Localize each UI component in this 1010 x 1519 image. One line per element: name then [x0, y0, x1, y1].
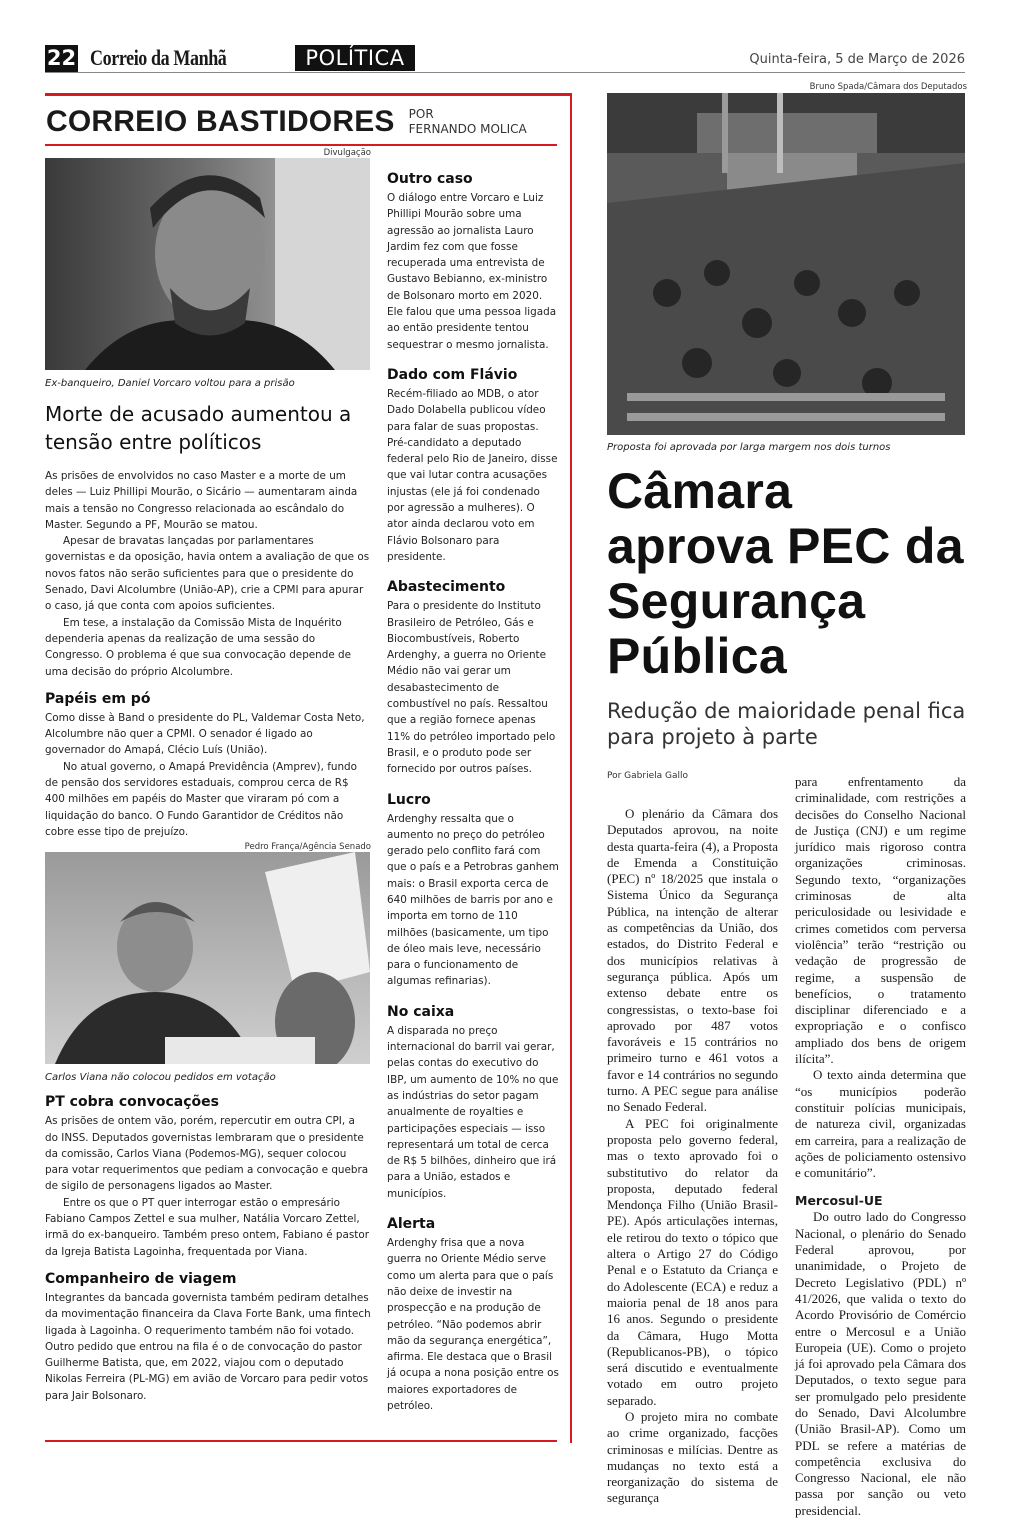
article-subhead: Mercosul-UE	[795, 1193, 883, 1209]
column-headline: Morte de acusado aumentou a tensão entre políticos	[45, 402, 352, 454]
column-header	[46, 100, 557, 144]
note-title: Alerta	[387, 1216, 436, 1233]
photo-credit: Bruno Spada/Câmara dos Deputados	[809, 82, 967, 92]
paragraph: O texto ainda determina que “os municípios poderão constituir polícias municipais, de natureza civil, organizadas em carreira, para a realização de ações de policiamento ostensivo e comunitário”.	[795, 1067, 966, 1181]
paragraph: No atual governo, o Amapá Previdência (Amprev), fundo de pensão dos servidores estaduais, comprou cerca de R$ 400 milhões em papéis do Master que viraram pó com a liquidação do banco. O Fundo Garantidor de Créditos não cobre esse tipo de prejuízo.	[45, 760, 357, 838]
edition-date: Quinta-feira, 5 de Março de 2026	[749, 52, 965, 67]
note-text: Ardenghy ressalta que o aumento no preço do petróleo gerado pelo conflito fará com que o país e a Petrobras ganhem mais: o Brasil exporta cerca de 640 milhões de barris por ano e importa em torno de 110 milhões (basicamente, um tipo de óleo mais leve, necessário para o funcionamento de algumas refinarias).	[387, 812, 559, 988]
paragraph: A PEC foi originalmente proposta pelo governo federal, mas o texto aprovado foi o substitutivo do relator da proposta, deputado federal Mendonça Filho (União Brasil-PE). Após articulações internas, ele retirou do texto o tópico que altera o Artigo 27 do Código Penal e o Estatuto da Criança e do Adolescente (ECA) e reduz a maioria penal de 18 anos para 16 anos. Segundo o presidente da Câmara, Hugo Motta (Republicanos-PB), o tópico será discutido e eventualmente votado em outro projeto separado.	[607, 1115, 778, 1408]
section-label: POLÍTICA	[295, 45, 415, 71]
photo-caption: Ex-banqueiro, Daniel Vorcaro voltou para a prisão	[45, 378, 295, 389]
vorcaro-photo	[45, 158, 370, 370]
column-byline	[409, 107, 527, 137]
paragraph: As prisões de ontem vão, porém, repercutir em outra CPI, a do INSS. Deputados governistas lembraram que o presidente da comissão, Carlos Viana (Podemos-MG), sequer colocou para votar requerimentos que pediam a convocação e quebra de sigilo de personagens ligados ao Master.	[45, 1115, 369, 1193]
plenary-illustration	[607, 93, 965, 435]
subhead-papeis: Papéis em pó	[45, 690, 151, 707]
paragraph: O projeto mira no combate ao crime organizado, facções criminosas e milícias. Dentre as mudanças no texto está a reorganização do sistema de segurança	[607, 1408, 778, 1506]
note-text: A disparada no preço internacional do barril vai gerar, pelas contas do executivo do IBP, um aumento de 10% no que as indústrias do setor pagam anualmente de royalties e participações especiais — isso representará um total de cerca de R$ 5 bilhões, dinheiro que irá para a União, estados e municípios.	[387, 1024, 559, 1200]
column-title: CORREIO BASTIDORES	[46, 105, 395, 138]
portrait-illustration	[45, 158, 370, 370]
article-author: Por Gabriela Gallo	[607, 771, 688, 781]
article-headline: Câmara aprova PEC da Segurança Pública	[607, 463, 964, 684]
subhead-pt: PT cobra convocações	[45, 1094, 219, 1111]
newspaper-logo: Correio da Manhã	[90, 45, 227, 70]
column-lower-text	[45, 1093, 371, 1404]
note-text: Ardenghy frisa que a nova guerra no Oriente Médio serve como um alerta para que o país não deixe de investir na prospecção e na produção de petróleo. “Não podemos abrir mão da segurança energética”, afirma. Ele destaca que o Brasil já ocupa a nona posição entre os maiores exportadores de petróleo.	[387, 1237, 559, 1412]
byline-por: POR	[408, 107, 434, 121]
paragraph: para enfrentamento da criminalidade, com restrições a decisões do Conselho Nacional de Justiça (CNJ) e um regime jurídico mais rigoroso contra organizações criminosas. Segundo texto, “organizações criminosas de alta periculosidade ou lesividade e crimes cometidos com perversa violência” terão “restrição ou vedação de progressão de regime, a suspensão de benefícios, o tratamento disciplinar diferenciado e a expropriação e o confisco ampliado dos bens de origem ilícita”.	[795, 774, 966, 1067]
photo-credit: Divulgação	[323, 148, 371, 158]
note-text: Para o presidente do Instituto Brasileiro de Petróleo, Gás e Biocombustíveis, Roberto Ardenghy, a guerra no Oriente Médio não vai gerar um desabastecimento de combustível no país. Ressaltou que a região fornece apenas 11% do petróleo importado pelo Brasil, e o produto pode ser fornecido por outros países.	[387, 600, 556, 776]
paragraph: Em tese, a instalação da Comissão Mista de Inquérito dependeria apenas da realização de uma sessão do Congresso. O problema é que sua convocação depende de uma decisão do próprio Alcolumbre.	[45, 616, 352, 678]
column-title-rule	[45, 144, 557, 146]
article-column-2	[795, 774, 966, 1519]
paragraph: Como disse à Band o presidente do PL, Valdemar Costa Neto, Alcolumbre não quer a CPMI. O senador é ligado ao governador do Amapá, Clécio Luís (União).	[45, 711, 365, 757]
chamber-photo	[607, 93, 965, 435]
viana-photo	[45, 852, 370, 1064]
header-divider	[45, 72, 965, 73]
subhead-companheiro: Companheiro de viagem	[45, 1270, 237, 1287]
photo-credit: Pedro França/Agência Senado	[244, 842, 371, 853]
paragraph: Apesar de bravatas lançadas por parlamentares governistas e da oposição, havia ontem a avaliação de que os novos fatos não serão suficientes para que o presidente do Senado, Davi Alcolumbre (União-AP), crie a CPMI para apurar o caso, já que conta com apoios suficientes.	[45, 535, 370, 613]
note-title: Outro caso	[387, 171, 473, 187]
column-notes	[387, 157, 559, 1414]
paragraph: O plenário da Câmara dos Deputados aprovou, na noite desta quarta-feira (4), a Proposta de Emenda a Constituição (PEC) nº 18/2025 que instala o Sistema Único da Segurança Pública, na intenção de alterar as competências da União, dos estados, do Distrito Federal e dos municípios relativas à segurança pública. Após um extenso debate entre os congressistas, o texto-base foi aprovado por 487 votos favoráveis e 15 contrários no primeiro turno e 461 votos a favor e 14 contrários no segundo turno. A PEC segue para análise no Senado Federal.	[607, 806, 778, 1115]
paragraph: Integrantes da bancada governista também pediram detalhes da movimentação financeira da Clava Forte Bank, uma fintech ligada à Lagoinha. O requerimento também não foi votado. Outro pedido que entrou na fila é o de convocação do pastor Guilherme Batista, que, em 2022, viajou com o deputado Nikolas Ferreira (PL-MG) em avião de Vorcaro para pedir votos para Jair Bolsonaro.	[45, 1291, 371, 1402]
photo-caption: Carlos Viana não colocou pedidos em votação	[45, 1072, 276, 1084]
note-text: Recém-filiado ao MDB, o ator Dado Dolabella publicou vídeo para falar de suas propostas. Pré-candidato a deputado federal pelo Rio de Janeiro, disse que vai lutar contra acusações injustas (ele já foi condenado por agressão a mulheres). O ator ainda declarou voto em Flávio Bolsonaro para presidente.	[387, 387, 558, 563]
byline-author: FERNANDO MOLICA	[408, 122, 527, 136]
column-top-rule	[45, 93, 572, 96]
article-column-1	[607, 806, 778, 1507]
senate-illustration	[45, 852, 370, 1064]
note-title: Dado com Flávio	[387, 366, 518, 383]
paragraph: Entre os que o PT quer interrogar estão o empresário Fabiano Campos Zettel e sua mulher, Natália Vorcaro Zettel, irmã do ex-banqueiro. Também preso ontem, Fabiano é pastor da Igreja Batista Lagoinha, frequentada por Viana.	[45, 1196, 369, 1258]
note-title: No caixa	[387, 1003, 455, 1020]
main-article	[607, 82, 967, 1519]
photo-caption: Proposta foi aprovada por larga margem nos dois turnos	[607, 442, 891, 453]
column-side-rule	[570, 93, 572, 1443]
note-title: Abastecimento	[387, 579, 506, 596]
column-lead-text	[45, 468, 371, 840]
paragraph: Do outro lado do Congresso Nacional, o plenário do Senado Federal aprovou, por unanimidade, o Projeto de Decreto Legislativo (PDL) nº 41/2026, que valida o texto do Acordo Provisório de Comércio entre o Mercosul e a União Europeia (UE). Como o projeto já foi aprovado pela Câmara dos Deputados, o texto segue para ser promulgado pelo presidente do Senado, Davi Alcolumbre (União Brasil-AP). Como um PDL se refere a matérias de competência exclusiva do Congresso Nacional, ele não passa por sanção ou veto presidencial.	[795, 1209, 966, 1518]
article-deck: Redução de maioridade penal fica para projeto à parte	[607, 699, 966, 749]
paragraph: As prisões de envolvidos no caso Master e a morte de um deles — Luiz Phillipi Mourão, o Sicário — aumentaram ainda mais a tensão no Congresso relacionada ao escândalo do Master. Segundo a PF, Mourão se matou.	[45, 470, 358, 531]
page-number: 22	[46, 46, 77, 70]
note-text: O diálogo entre Vorcaro e Luiz Phillipi Mourão sobre uma agressão ao jornalista Lauro Jardim fez com que fosse recuperada uma entrevista de Gustavo Bebianno, ex-ministro de Bolsonaro morto em 2020. Ele falou que uma pessoa ligada ao então presidente tentou sequestrar o mesmo jornalista.	[387, 192, 557, 351]
column-left	[45, 148, 371, 1404]
note-title: Lucro	[387, 791, 431, 808]
column-bottom-rule	[45, 1440, 557, 1442]
